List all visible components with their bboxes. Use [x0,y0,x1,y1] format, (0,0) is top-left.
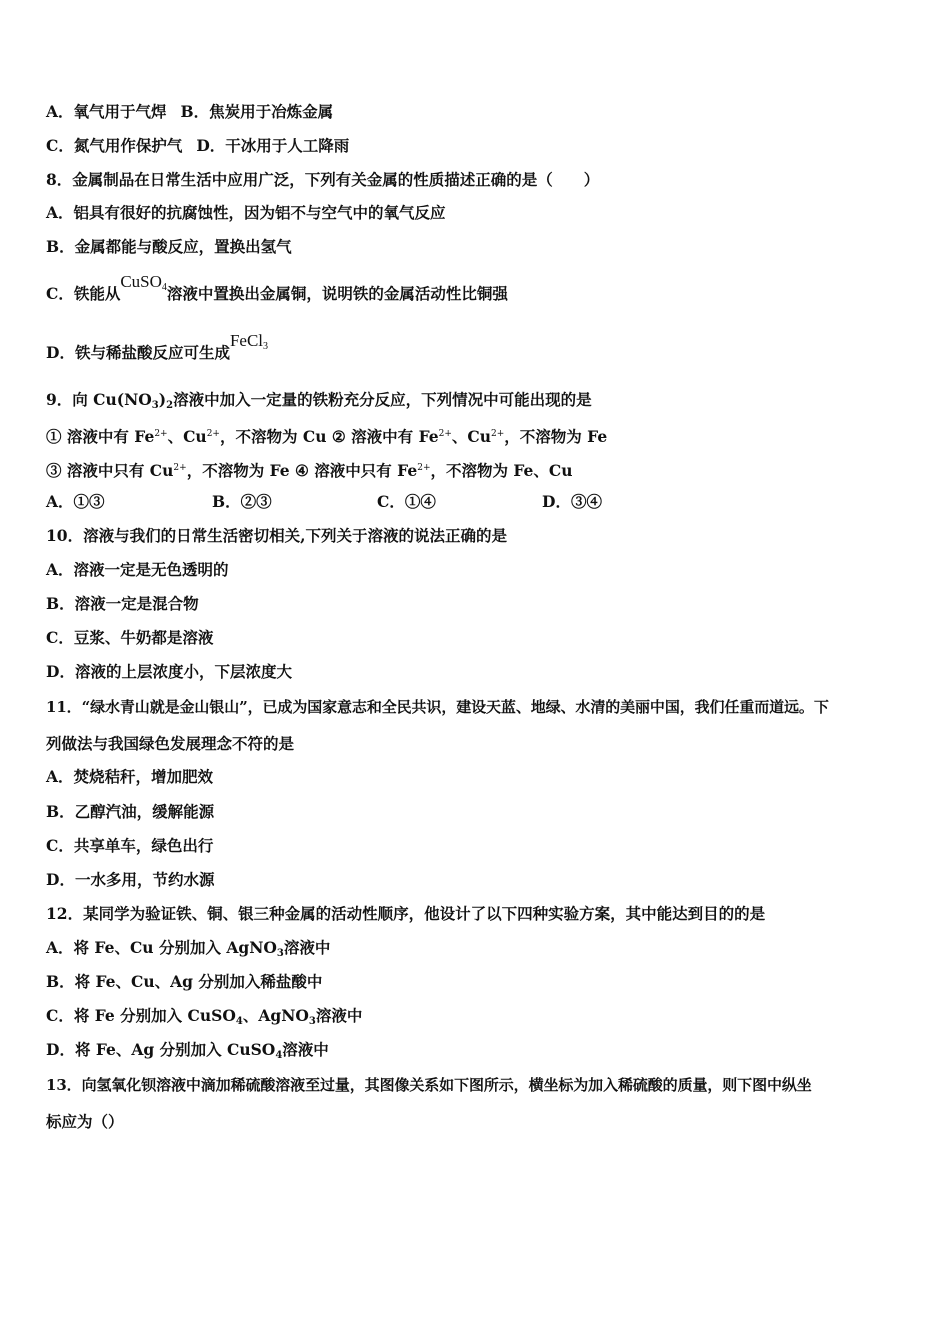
q12-option-c-mid: 、AgNO [242,1006,309,1025]
q12-option-c-sub2: 3 [308,1016,316,1027]
q9-s2-text-c: ，不溶物为 Fe、Cu [430,461,573,480]
q8-formula-fecl3 [230,331,268,350]
q8-option-b: B．金属都能与酸反应，置换出氢气 [46,237,292,256]
q12-option-d-prefix: D．将 Fe、Ag 分别加入 CuSO [46,1040,276,1059]
q9-stem [46,390,592,416]
q9-s1-text-b: 、Cu [167,427,207,446]
q11-option-d: D．一水多用，节约水源 [46,870,215,889]
q12-option-d-sub: 4 [275,1050,283,1061]
q9-s2-sup1: 2+ [173,463,187,473]
q9-statements-1-2 [46,424,607,447]
q8-option-c-suffix: 溶液中置换出金属铜，说明铁的金属活动性比铜强 [166,284,508,303]
q8-option-c [46,272,508,310]
q10-option-a: A．溶液一定是无色透明的 [46,560,229,579]
q9-s1-text-a: ① 溶液中有 Fe [46,427,155,446]
q13-stem-line1: 13．向氢氧化钡溶液中滴加稀硫酸溶液至过量，其图像关系如下图所示，横坐标为加入稀硫酸的质量，则下图中纵坐 [46,1076,812,1094]
q11-stem-line2: 列做法与我国绿色发展理念不符的是 [46,734,295,753]
q8-option-d-prefix: D．铁与稀盐酸反应可生成 [46,343,230,362]
q9-statements-3-4 [46,458,573,481]
q8-option-c-prefix: C．铁能从 [46,284,121,303]
q9-stem-tail: 溶液中加入一定量的铁粉充分反应，下列情况中可能出现的是 [173,390,592,409]
q7-option-b: B．焦炭用于冶炼金属 [180,102,334,121]
q12-stem: 12．某同学为验证铁、铜、银三种金属的活动性顺序，他设计了以下四种实验方案，其中能达到目的的是 [46,904,766,923]
q12-option-d-suffix: 溶液中 [282,1040,329,1059]
q12-option-c-suffix: 溶液中 [315,1006,363,1025]
q9-s2-text-a: ③ 溶液中只有 Cu [46,461,174,480]
q8-option-d [46,331,269,369]
q8-stem: 8．金属制品在日常生活中应用广泛，下列有关金属的性质描述正确的是（ ） [46,170,600,189]
q8-formula-cuso4-sub: 4 [161,282,167,293]
q9-stem-sub3: 3 [151,400,159,411]
q9-s1-text-d: 、Cu [451,427,491,446]
q11-option-c: C．共享单车，绿色出行 [46,836,214,855]
q9-stem-prefix: 9．向 Cu(NO [46,390,152,409]
q10-option-d: D．溶液的上层浓度小，下层浓度大 [46,662,292,681]
q12-option-c-prefix: C．将 Fe 分别加入 CuSO [46,1006,236,1025]
q8-formula-cuso4 [120,272,167,291]
q9-stem-sub2: 2 [166,400,174,411]
q9-option-b: B．②③ [212,492,272,511]
q10-stem: 10．溶液与我们的日常生活密切相关,下列关于溶液的说法正确的是 [46,526,507,545]
q12-option-c [46,1006,362,1032]
q12-option-a-prefix: A．将 Fe、Cu 分别加入 AgNO [46,938,277,957]
q9-s2-sup2: 2+ [417,463,431,473]
q8-formula-fecl3-sub: 3 [263,341,269,352]
q11-stem-line1: 11．“绿水青山就是金山银山”，已成为国家意志和全民共识，建设天蓝、地绿、水清的美丽中国，我们任重而道远。下 [46,698,829,716]
q9-option-a: A．①③ [46,492,105,511]
q12-option-c-sub1: 4 [235,1016,243,1027]
q7-options-ab [46,102,333,122]
q9-s1-sup2: 2+ [206,429,220,439]
q9-option-d: D．③④ [542,492,602,511]
q10-option-c: C．豆浆、牛奶都是溶液 [46,628,214,647]
q13-stem-line2: 标应为（） [46,1112,124,1131]
q8-formula-cuso4-main: CuSO [120,272,162,291]
q11-option-b: B．乙醇汽油，缓解能源 [46,802,215,821]
q12-option-a-sub: 3 [276,948,284,959]
q12-option-b: B．将 Fe、Cu、Ag 分别加入稀盐酸中 [46,972,323,991]
q9-s2-text-b: ，不溶物为 Fe ④ 溶液中只有 Fe [186,461,418,480]
q7-option-d: D．干冰用于人工降雨 [196,136,350,155]
q12-option-a-suffix: 溶液中 [283,938,331,957]
q8-formula-fecl3-main: FeCl [229,331,264,350]
q12-option-d [46,1040,329,1066]
q11-option-a: A．焚烧秸秆，增加肥效 [46,767,214,786]
q9-s1-text-e: ，不溶物为 Fe [504,427,608,446]
q9-option-c: C．①④ [377,492,436,511]
q9-stem-paren: ) [158,390,167,409]
q10-option-b: B．溶液一定是混合物 [46,594,199,613]
q9-s1-sup3: 2+ [438,429,452,439]
q7-option-c: C．氮气用作保护气 [46,136,183,155]
q7-option-a: A．氧气用于气焊 [46,102,167,121]
q9-s1-text-c: ，不溶物为 Cu ② 溶液中有 Fe [219,427,439,446]
q8-option-a: A．铝具有很好的抗腐蚀性，因为铝不与空气中的氧气反应 [46,203,446,222]
q7-options-cd [46,136,349,156]
q9-s1-sup4: 2+ [490,429,505,439]
q9-s1-sup1: 2+ [154,429,168,439]
q12-option-a [46,938,330,964]
